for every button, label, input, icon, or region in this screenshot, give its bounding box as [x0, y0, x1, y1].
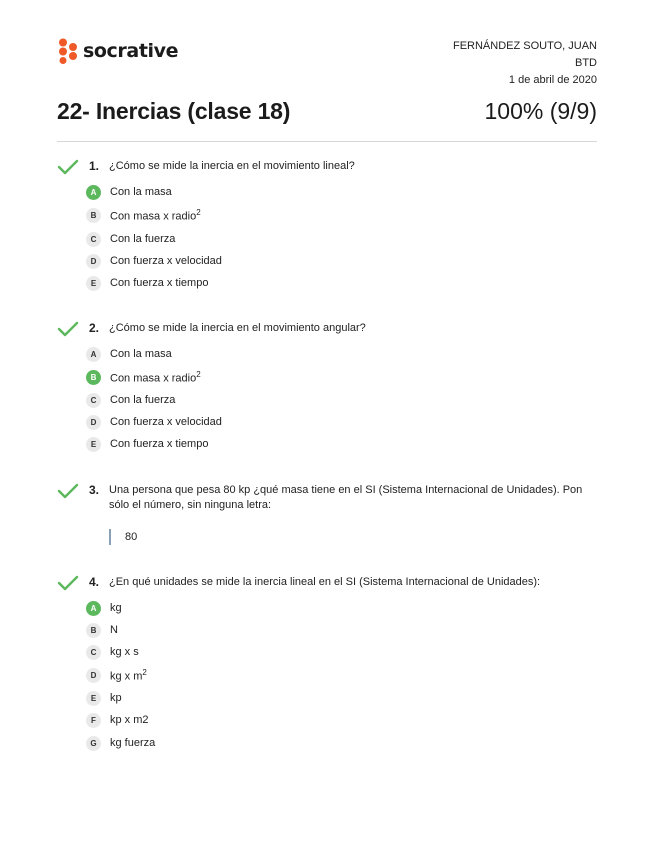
option-text: Con fuerza x velocidad [110, 416, 222, 428]
free-text-answer: 80 [109, 529, 137, 545]
answer-option-e [86, 436, 208, 452]
answer-option-c [86, 231, 175, 247]
check-icon [57, 483, 79, 499]
option-text: N [110, 624, 118, 636]
student-name: FERNÁNDEZ SOUTO, JUAN [452, 40, 597, 52]
answer-option-b [86, 207, 201, 223]
option-letter-badge: D [86, 415, 101, 430]
option-label [110, 692, 122, 704]
option-text: Con la masa [110, 348, 172, 360]
option-text: kg [110, 602, 122, 614]
answer-option-a [86, 600, 122, 616]
option-label [110, 714, 149, 726]
question-text: ¿En qué unidades se mide la inercia lineal en el SI (Sistema Internacional de Unidades): [109, 576, 541, 588]
option-letter-badge: B [86, 370, 101, 385]
header-divider [57, 141, 597, 142]
quiz-score: 100% (9/9) [484, 98, 597, 124]
option-text: Con la fuerza [110, 394, 176, 406]
option-superscript: 2 [196, 207, 201, 217]
answer-option-e [86, 275, 208, 291]
option-letter-badge: A [86, 185, 101, 200]
answer-option-c [86, 644, 139, 660]
answer-option-b [86, 369, 201, 385]
option-text: Con la masa [110, 186, 172, 198]
option-label [110, 370, 201, 385]
option-letter-badge: D [86, 254, 101, 269]
answer-option-f [86, 712, 149, 728]
option-text: Con fuerza x tiempo [110, 277, 209, 289]
option-letter-badge: F [86, 713, 101, 728]
answer-option-d [86, 667, 147, 683]
question-text: ¿Cómo se mide la inercia en el movimiento lineal? [109, 160, 355, 172]
option-text: Con la fuerza [110, 233, 176, 245]
question-number: 2. [89, 321, 100, 335]
option-superscript: 2 [196, 369, 201, 379]
option-text: Con masa x radio [110, 210, 197, 223]
answer-option-c [86, 392, 175, 408]
option-label [110, 416, 222, 428]
option-letter-badge: C [86, 232, 101, 247]
option-label [110, 255, 222, 267]
option-letter-badge: G [86, 736, 101, 751]
report-date: 1 de abril de 2020 [508, 74, 597, 86]
option-letter-badge: A [86, 601, 101, 616]
student-info [453, 38, 597, 89]
option-text: kg fuerza [110, 737, 156, 749]
check-icon [57, 321, 79, 337]
option-label [110, 208, 201, 223]
question-number: 1. [89, 159, 100, 173]
option-label [110, 624, 118, 636]
option-text: Con fuerza x velocidad [110, 255, 222, 267]
option-letter-badge: A [86, 347, 101, 362]
answer-option-b [86, 622, 118, 638]
option-label [110, 438, 208, 450]
student-class: BTD [575, 57, 597, 69]
option-label [110, 233, 175, 245]
check-icon [57, 575, 79, 591]
option-text: kg x s [110, 646, 139, 658]
option-superscript: 2 [142, 667, 147, 677]
check-icon [57, 159, 79, 175]
option-letter-badge: E [86, 437, 101, 452]
option-label [110, 646, 139, 658]
answer-option-a [86, 346, 172, 362]
option-text: kp x m2 [110, 714, 149, 726]
option-letter-badge: E [86, 691, 101, 706]
question-number: 3. [89, 483, 100, 497]
option-label [110, 186, 172, 198]
option-letter-badge: B [86, 623, 101, 638]
question-text: Una persona que pesa 80 kp ¿qué masa tiene en el SI (Sistema Internacional de Unidades). Pon sólo el número, sin ninguna letra: [109, 484, 583, 511]
answer-option-d [86, 414, 222, 430]
quiz-title: 22- Inercias (clase 18) [57, 98, 291, 124]
option-letter-badge: E [86, 276, 101, 291]
socrative-logo [57, 37, 178, 65]
option-label [110, 602, 122, 614]
option-label [110, 348, 172, 360]
option-letter-badge: C [86, 393, 101, 408]
brand-name: socrative [83, 40, 179, 62]
option-label [110, 668, 147, 683]
option-label [110, 737, 155, 749]
option-label [110, 277, 208, 289]
socrative-logo-icon [57, 38, 79, 64]
option-letter-badge: D [86, 668, 101, 683]
answer-option-d [86, 253, 222, 269]
option-letter-badge: C [86, 645, 101, 660]
answer-option-a [86, 184, 172, 200]
option-text: Con fuerza x tiempo [110, 438, 209, 450]
option-label [110, 394, 175, 406]
question-text: ¿Cómo se mide la inercia en el movimiento angular? [109, 322, 366, 334]
answer-option-e [86, 690, 122, 706]
option-letter-badge: B [86, 208, 101, 223]
question-number: 4. [89, 575, 100, 589]
option-text: Con masa x radio [110, 372, 197, 385]
option-text: kg x m [110, 670, 143, 683]
answer-option-g [86, 735, 155, 751]
option-text: kp [110, 692, 122, 704]
